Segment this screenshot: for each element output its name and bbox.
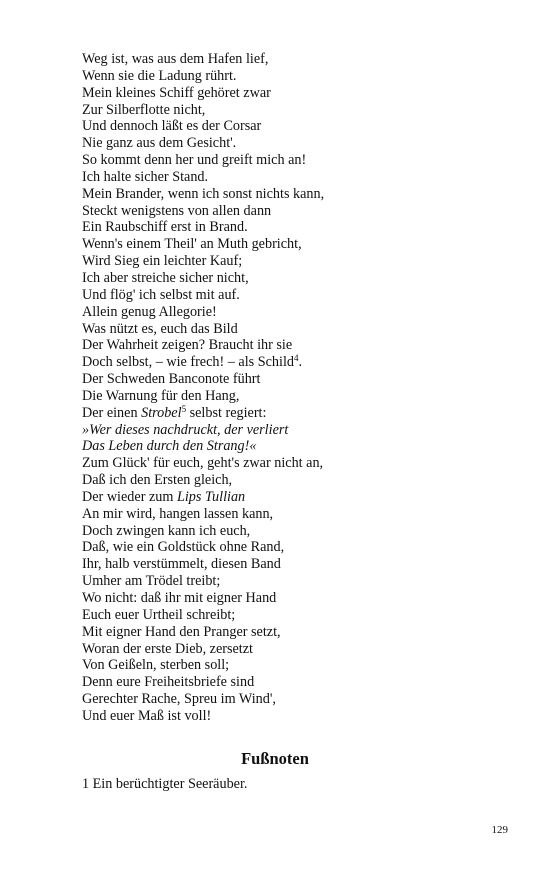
poem-line: Ihr, halb verstümmelt, diesen Band (82, 556, 281, 573)
poem-line-italic: »Wer dieses nachdruckt, der verliert (82, 421, 289, 438)
poem-line: Daß ich den Ersten gleich, (82, 472, 233, 489)
poem-line: Allein genug Allegorie! (82, 303, 217, 320)
poem-line: Und dennoch läßt es der Corsar (82, 118, 262, 135)
poem-line: Der Wahrheit zeigen? Braucht ihr sie (82, 337, 293, 354)
poem-line (82, 405, 482, 422)
poem-line: Weg ist, was aus dem Hafen lief, (82, 51, 269, 67)
poem-line: Umher am Trödel treibt; (82, 573, 221, 590)
poem-line: Nie ganz aus dem Gesicht'. (82, 135, 237, 152)
poem-line: Denn eure Freiheitsbriefe sind (82, 674, 255, 691)
poem-line: Euch euer Urtheil schreibt; (82, 606, 236, 623)
poem-line: Doch zwingen kann ich euch, (82, 522, 251, 539)
italic-name: Strobel (141, 404, 182, 421)
poem-line: Und flög' ich selbst mit auf. (82, 286, 240, 303)
poem-line: Wird Sieg ein leichter Kauf; (82, 253, 243, 270)
poem-line: Ein Raubschiff erst in Brand. (82, 219, 248, 236)
poem-line (82, 489, 482, 506)
poem-line: Wenn sie die Ladung rührt. (82, 67, 237, 84)
poem-line-text: Der wieder zum (82, 488, 177, 505)
poem-line: Steckt wenigstens von allen dann (82, 202, 272, 219)
italic-name: Lips Tullian (176, 488, 246, 505)
poem-line: Ich halte sicher Stand. (82, 168, 209, 185)
poem-line: Mein kleines Schiff gehöret zwar (82, 84, 271, 101)
poem-line-text: Doch selbst, – wie frech! – als Schild (82, 354, 294, 371)
poem-line-text: selbst regiert: (186, 404, 267, 421)
poem-line: Woran der erste Dieb, zersetzt (82, 640, 253, 657)
poem-line: Mit eigner Hand den Pranger setzt, (82, 623, 281, 640)
poem-line-text: Der einen (82, 404, 142, 421)
poem-line: Zur Silberflotte nicht, (82, 101, 206, 118)
poem-line: Was nützt es, euch das Bild (82, 320, 238, 337)
footnotes-heading: Fußnoten (241, 749, 309, 768)
page-number: 129 (491, 824, 508, 836)
poem-line: So kommt denn her und greift mich an! (82, 152, 307, 169)
poem-line: An mir wird, hangen lassen kann, (82, 505, 274, 522)
poem-line: Die Warnung für den Hang, (82, 387, 240, 404)
poem-line: Der Schweden Banconote führt (82, 371, 261, 388)
poem-line: Wo nicht: daß ihr mit eigner Hand (82, 590, 277, 606)
poem-line: Wenn's einem Theil' an Muth gebricht, (82, 236, 302, 253)
poem-line: Ich aber streiche sicher nicht, (82, 269, 249, 286)
footnote-ref[interactable]: 4 (293, 353, 299, 364)
poem-line: Von Geißeln, sterben soll; (82, 657, 230, 674)
poem-line: Und euer Maß ist voll! (82, 707, 212, 724)
poem-line: Mein Brander, wenn ich sonst nichts kann, (82, 185, 325, 202)
poem-line-text: . (298, 354, 303, 371)
poem-line (82, 354, 482, 371)
footnote-item: 1 Ein berüchtigter Seeräuber. (82, 776, 248, 792)
poem-line: Daß, wie ein Goldstück ohne Rand, (82, 539, 285, 556)
poem-text (82, 51, 482, 725)
poem-line-italic: Das Leben durch den Strang!« (82, 438, 257, 455)
footnote-ref[interactable]: 5 (181, 403, 187, 414)
poem-line: Gerechter Rache, Spreu im Wind', (82, 691, 276, 708)
poem-line: Zum Glück' für euch, geht's zwar nicht an, (82, 455, 324, 472)
